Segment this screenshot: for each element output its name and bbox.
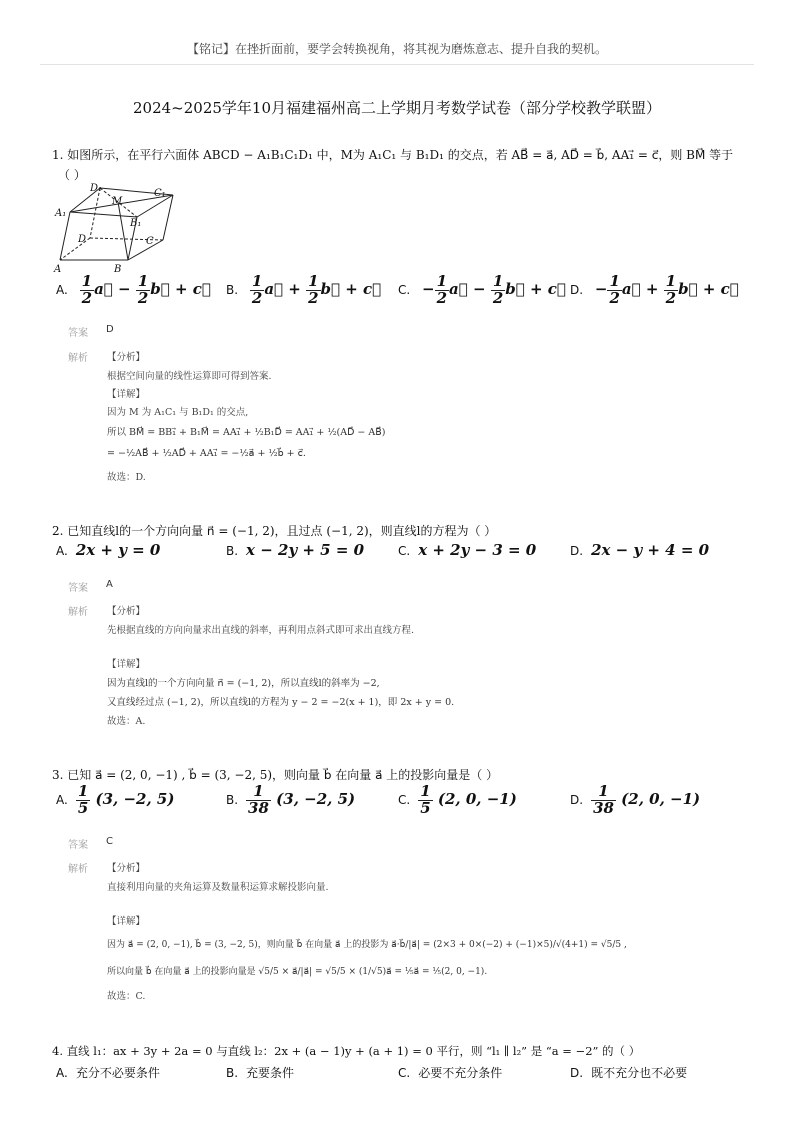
q3-answer-label: 答案 — [68, 840, 88, 851]
q2-sol-line: 又直线经过点 (−1, 2)，所以直线l的方程为 y − 2 = −2(x + 1)，即 2x + y = 0. — [107, 697, 455, 708]
q2-sol-line: 【详解】 — [107, 659, 146, 670]
q1-sol-line: = −½AB⃗ + ½AD⃗ + AA₁⃗ = −½a⃗ + ½b⃗ + c⃗. — [107, 448, 306, 459]
q2-sol-line: 先根据直线的方向向量求出直线的斜率，再利用点斜式即可求出直线方程. — [107, 625, 415, 636]
q3-option-a[interactable]: A. $\frac{1}{5}$ (3, −2, 5) — [56, 782, 175, 817]
q3-sol-line: 故选：C. — [107, 991, 146, 1002]
q3-sol-line: 所以向量 b⃗ 在向量 a⃗ 上的投影向量是 √5/5 × a⃗/|a⃗| = √5/5 × (1/√5)a⃗ = ⅕a⃗ = ⅕(2, 0, −1). — [107, 967, 488, 977]
q1-sol-line: 因为 M 为 A₁C₁ 与 B₁D₁ 的交点, — [107, 407, 249, 418]
q1-sol-line: 【详解】 — [107, 389, 146, 400]
q3-option-d[interactable]: D. $\frac{1}{38}$ (2, 0, −1) — [570, 782, 701, 817]
label-C1: C₁ — [154, 188, 166, 199]
q4-option-d[interactable]: D. 既不充分也不必要 — [570, 1066, 688, 1080]
label-A: A — [54, 264, 62, 275]
q3-sol-line: 因为 a⃗ = (2, 0, −1), b⃗ = (3, −2, 5)，则向量 b⃗ 在向量 a⃗ 上的投影为 a⃗·b⃗/|a⃗| = (2×3 + 0×(−2) + (−1)×5)/√(4+1) = √5/5 , — [107, 940, 627, 950]
q1-sol-line: 根据空间向量的线性运算即可得到答案. — [107, 371, 272, 382]
question-1-stem: 1. 如图所示，在平行六面体 ABCD − A₁B₁C₁D₁ 中，M为 A₁C₁ 与 B₁D₁ 的交点，若 AB⃗ = a⃗, AD⃗ = b⃗, AA₁⃗ = c⃗，则 BM⃗ 等于 — [52, 148, 734, 162]
q2-answer-label: 答案 — [68, 583, 88, 594]
q3-analysis-label: 解析 — [68, 864, 88, 875]
question-1-paren: （ ） — [58, 168, 86, 182]
q3-sol-line: 【详解】 — [107, 916, 146, 927]
q3-option-c[interactable]: C. $\frac{1}{5}$ (2, 0, −1) — [398, 782, 517, 817]
q2-answer-value: A — [106, 579, 113, 590]
q2-sol-line: 【分析】 — [107, 606, 146, 617]
q1-option-d[interactable]: D. − $\frac{1}{2}$ a⃗ + $\frac{1}{2}$ b⃗ + c⃗ — [570, 272, 739, 307]
label-C: C — [146, 236, 154, 247]
q3-answer-value: C — [106, 836, 113, 847]
question-4-stem: 4. 直线 l₁：ax + 3y + 2a = 0 与直线 l₂：2x + (a − 1)y + (a + 1) = 0 平行，则 “l₁ ∥ l₂” 是 “a = −2” 的（ ） — [52, 1044, 641, 1058]
label-M: M — [112, 196, 123, 207]
q3-sol-line: 【分析】 — [107, 863, 146, 874]
page-title: 2024~2025学年10月福建福州高二上学期月考数学试卷（部分学校教学联盟） — [132, 99, 661, 117]
q2-option-a[interactable]: A. 2x + y = 0 — [56, 541, 161, 559]
q1-answer-value: D — [106, 324, 114, 335]
label-B: B — [114, 264, 122, 275]
q1-sol-line: 故选：D. — [107, 472, 146, 483]
q3-option-b[interactable]: B. $\frac{1}{38}$ (3, −2, 5) — [226, 782, 356, 817]
q2-option-d[interactable]: D. 2x − y + 4 = 0 — [570, 541, 710, 559]
q1-option-a[interactable]: A. $\frac{1}{2}$ a⃗ − $\frac{1}{2}$ b⃗ + c⃗ — [56, 272, 211, 307]
q3-sol-line: 直接利用向量的夹角运算及数量积运算求解投影向量. — [107, 882, 329, 893]
label-B1: B₁ — [130, 218, 142, 229]
q4-option-c[interactable]: C. 必要不充分条件 — [398, 1066, 503, 1080]
q1-option-c[interactable]: C. − $\frac{1}{2}$ a⃗ − $\frac{1}{2}$ b⃗ + c⃗ — [398, 272, 566, 307]
q2-analysis-label: 解析 — [68, 607, 88, 618]
label-D1: D₁ — [90, 183, 103, 194]
q2-sol-line: 因为直线l的一个方向向量 n⃗ = (−1, 2)，所以直线l的斜率为 −2, — [107, 678, 380, 689]
label-A1: A₁ — [55, 208, 67, 219]
q4-option-b[interactable]: B. 充要条件 — [226, 1066, 295, 1080]
q1-answer-label: 答案 — [68, 328, 88, 339]
q4-option-a[interactable]: A. 充分不必要条件 — [56, 1066, 160, 1080]
question-3-stem: 3. 已知 a⃗ = (2, 0, −1) , b⃗ = (3, −2, 5)，则向量 b⃗ 在向量 a⃗ 上的投影向量是（ ） — [52, 768, 499, 782]
label-D: D — [78, 234, 87, 245]
q1-sol-line: 所以 BM⃗ = BB₁⃗ + B₁M⃗ = AA₁⃗ + ½B₁D⃗ = AA₁⃗ + ½(AD⃗ − AB⃗) — [107, 427, 386, 438]
q1-sol-line: 【分析】 — [107, 352, 146, 363]
q2-option-b[interactable]: B. x − 2y + 5 = 0 — [226, 541, 365, 559]
motto-banner: 【铭记】在挫折面前，要学会转换视角，将其视为磨炼意志、提升自我的契机。 — [186, 42, 607, 56]
q2-sol-line: 故选：A. — [107, 716, 146, 727]
parallelepiped-figure — [50, 180, 180, 280]
q2-option-c[interactable]: C. x + 2y − 3 = 0 — [398, 541, 537, 559]
q1-option-b[interactable]: B. $\frac{1}{2}$ a⃗ + $\frac{1}{2}$ b⃗ + c⃗ — [226, 272, 382, 307]
q1-analysis-label: 解析 — [68, 353, 88, 364]
header-divider — [40, 64, 754, 65]
question-2-stem: 2. 已知直线l的一个方向向量 n⃗ = (−1, 2)，且过点 (−1, 2)，则直线l的方程为（ ） — [52, 524, 497, 538]
